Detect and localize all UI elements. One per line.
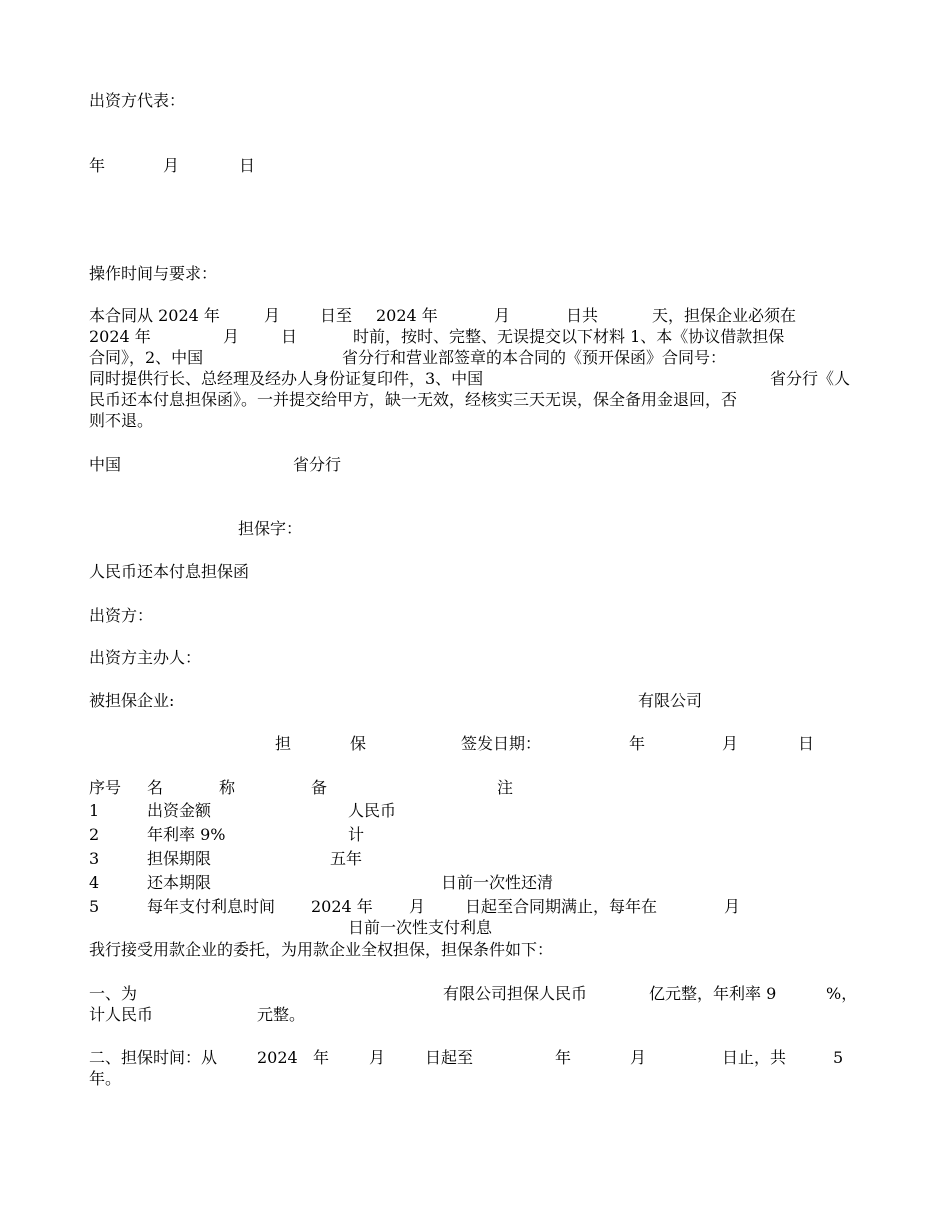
row-name: 还本期限 [147, 873, 212, 892]
guaranteed-suffix: 有限公司 [638, 691, 703, 710]
para-text: 本合同从 2024 年 [89, 306, 220, 325]
issue-date-label: 签发日期： [461, 734, 542, 753]
issue-year: 年 [629, 734, 646, 753]
para-text: 2024 年 [89, 327, 151, 346]
header-remark: 备 [311, 778, 328, 797]
investor-rep-label: 出资方代表： [89, 91, 186, 110]
guaranteed-label: 被担保企业: [89, 691, 175, 710]
header-no: 序号 [89, 778, 122, 797]
clause-text: 月 [369, 1048, 386, 1067]
issue-month: 月 [722, 734, 739, 753]
clause-text: 日起至 [425, 1048, 474, 1067]
para-text: 同时提供行长、总经理及经办人身份证复印件，3、中国 [89, 369, 484, 388]
header-name: 名 [147, 778, 164, 797]
clause-text: 5 [833, 1048, 844, 1067]
acceptance-statement: 我行接受用款企业的委托，为用款企业全权担保，担保条件如下： [89, 940, 554, 959]
date-year: 年 [89, 156, 106, 175]
clause-text: 年。 [89, 1069, 122, 1088]
clause-text: 二、担保时间：从 [89, 1048, 218, 1067]
para-text: 民币还本付息担保函》。一并提交给甲方，缺一无效，经核实三天无误，保全备用金退回，否 [89, 390, 738, 409]
row-no: 1 [89, 801, 100, 820]
row-remark: 月 [409, 897, 426, 916]
row-name: 年利率 9% [147, 825, 226, 844]
para-text: 天，担保企业必须在 [652, 306, 797, 325]
row-remark: 日前一次性还清 [441, 873, 554, 892]
clause-text: 元整。 [257, 1005, 306, 1024]
row-remark: 计 [348, 825, 365, 844]
date-day: 日 [239, 156, 256, 175]
row-remark: 月 [724, 897, 741, 916]
bank-suffix: 省分行 [293, 455, 342, 474]
para-text: 日至 [320, 306, 353, 325]
clause-text: 年 [313, 1048, 330, 1067]
investor-handler-label: 出资方主办人： [89, 648, 202, 667]
bank-prefix: 中国 [89, 455, 122, 474]
para-text: 省分行《人 [770, 369, 851, 388]
para-text: 日共 [566, 306, 599, 325]
date-month: 月 [163, 156, 180, 175]
para-text: 则不退。 [89, 411, 154, 430]
para-text: 月 [223, 327, 240, 346]
issue-day: 日 [798, 734, 815, 753]
para-text: 合同》，2、中国 [89, 348, 204, 367]
clause-text: 日止，共 [722, 1048, 787, 1067]
investor-label: 出资方： [89, 606, 154, 625]
row-remark: 五年 [330, 849, 363, 868]
row-no: 5 [89, 897, 100, 916]
para-text: 省分行和营业部签章的本合同的《预开保函》合同号： [342, 348, 727, 367]
row-remark: 2024 年 [311, 897, 373, 916]
operation-heading: 操作时间与要求： [89, 264, 218, 283]
header-name: 称 [219, 778, 236, 797]
clause-text: 一、为 [89, 984, 138, 1003]
para-text: 日 [281, 327, 298, 346]
guarantee-number-label: 担保字： [238, 519, 303, 538]
header-remark: 注 [497, 778, 514, 797]
row-remark: 人民币 [348, 801, 397, 820]
row-no: 2 [89, 825, 100, 844]
para-text: 2024 年 [376, 306, 438, 325]
row-no: 4 [89, 873, 100, 892]
clause-text: 年 [555, 1048, 572, 1067]
clause-text: 计人民币 [89, 1005, 154, 1024]
para-text: 月 [264, 306, 281, 325]
para-text: 时前，按时、完整、无误提交以下材料 1、本《协议借款担保 [353, 327, 785, 346]
row-name: 担保期限 [147, 849, 212, 868]
clause-text: 亿元整，年利率 9 [649, 984, 777, 1003]
row-remark: 日前一次性支付利息 [348, 918, 493, 937]
clause-text: %， [826, 984, 858, 1003]
clause-text: 月 [630, 1048, 647, 1067]
clause-text: 有限公司担保人民币 [443, 984, 588, 1003]
row-name: 出资金额 [147, 801, 212, 820]
sign-char: 保 [350, 734, 367, 753]
row-no: 3 [89, 849, 100, 868]
para-text: 月 [494, 306, 511, 325]
letter-title: 人民币还本付息担保函 [89, 562, 250, 581]
row-remark: 日起至合同期满止，每年在 [465, 897, 658, 916]
sign-char: 担 [275, 734, 292, 753]
clause-text: 2024 [257, 1048, 298, 1067]
row-name: 每年支付利息时间 [147, 897, 276, 916]
